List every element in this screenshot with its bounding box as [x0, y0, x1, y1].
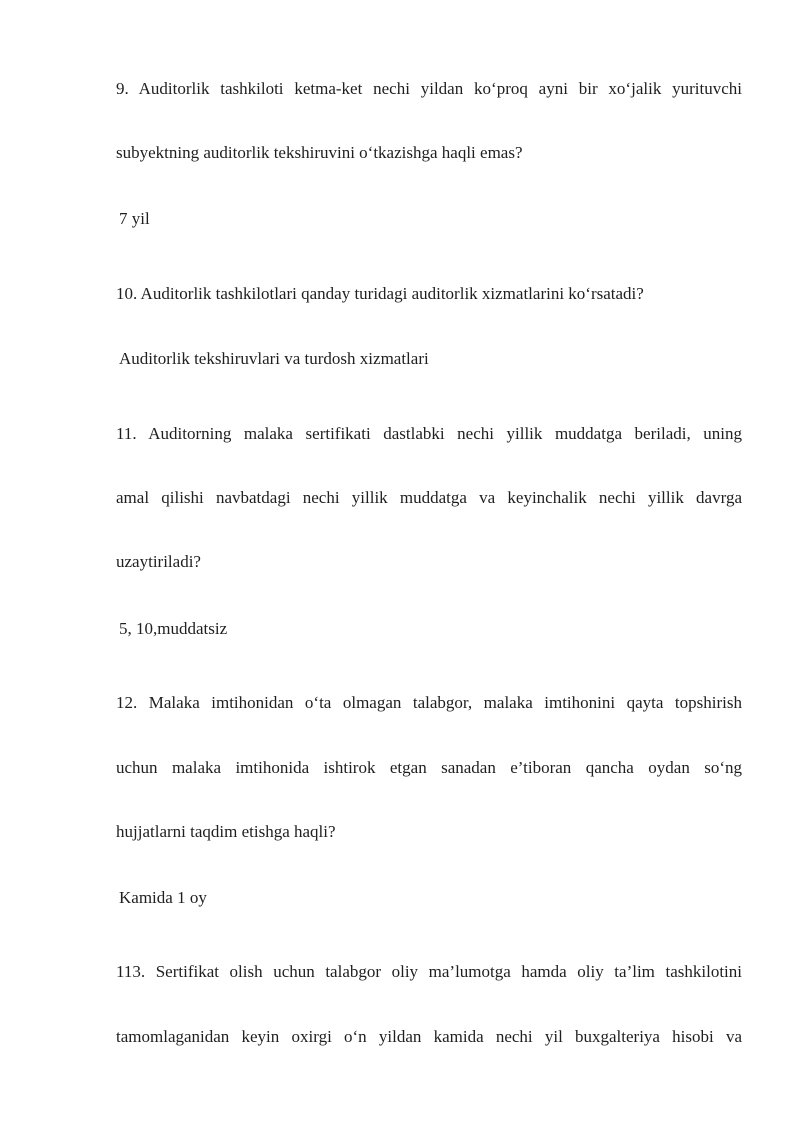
question-12-line-3: hujjatlarni taqdim etishga haqli? — [116, 822, 336, 841]
question-9-line-2: subyektning auditorlik tekshiruvini o‘tkazishga haqli emas? — [116, 143, 523, 162]
question-12-line-1: 12. Malaka imtihonidan o‘ta olmagan talabgor, malaka imtihonini qayta topshirish — [116, 693, 742, 712]
answer-9: 7 yil — [119, 209, 150, 228]
question-10-line-1: 10. Auditorlik tashkilotlari qanday turidagi auditorlik xizmatlarini ko‘rsatadi? — [116, 284, 644, 303]
question-11-line-1: 11. Auditorning malaka sertifikati dastlabki nechi yillik muddatga beriladi, uning — [116, 424, 742, 443]
question-11-line-3: uzaytiriladi? — [116, 552, 201, 571]
answer-11: 5, 10,muddatsiz — [119, 619, 228, 638]
question-113-line-2: tamomlaganidan keyin oxirgi o‘n yildan kamida nechi yil buxgalteriya hisobi va — [116, 1027, 742, 1046]
question-11-line-2: amal qilishi navbatdagi nechi yillik muddatga va keyinchalik nechi yillik davrga — [116, 488, 742, 507]
answer-12: Kamida 1 oy — [119, 888, 207, 907]
question-113-line-1: 113. Sertifikat olish uchun talabgor oliy ma’lumotga hamda oliy ta’lim tashkilotini — [116, 962, 742, 981]
question-9-line-1: 9. Auditorlik tashkiloti ketma-ket nechi yildan ko‘proq ayni bir xo‘jalik yurituvchi — [116, 79, 742, 98]
question-12-line-2: uchun malaka imtihonida ishtirok etgan sanadan e’tiboran qancha oydan so‘ng — [116, 758, 742, 777]
answer-10: Auditorlik tekshiruvlari va turdosh xizmatlari — [119, 349, 429, 368]
